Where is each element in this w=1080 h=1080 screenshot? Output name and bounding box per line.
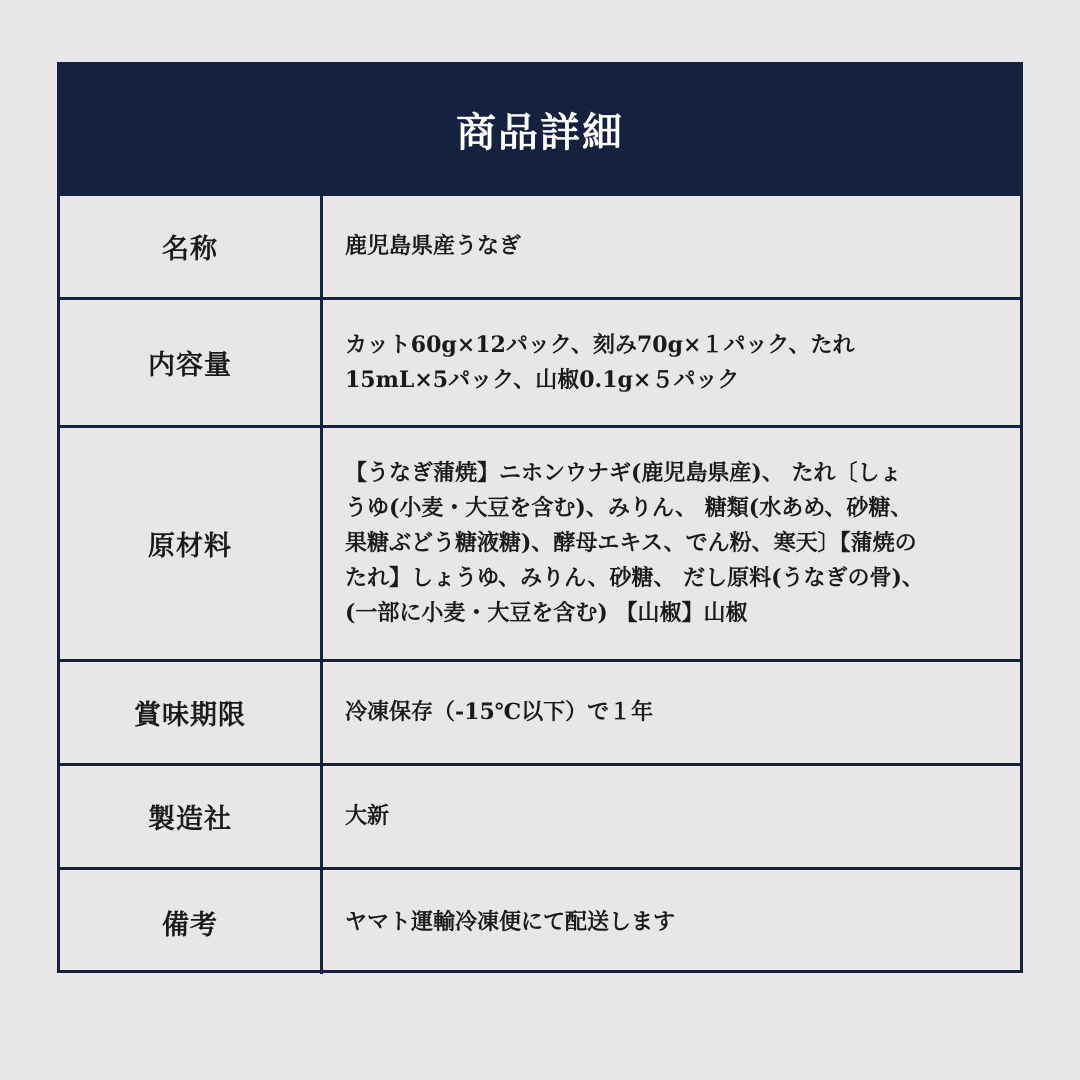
- product-details-table: [57, 62, 1023, 973]
- value-line: 冷凍保存（-15℃以下）で１年: [345, 699, 654, 725]
- row-label: 内容量: [60, 300, 323, 425]
- row-value: [323, 870, 1020, 974]
- value-line: 果糖ぶどう糖液糖)、酵母エキス、でん粉、寒天〕【蒲焼の: [345, 530, 917, 556]
- row-ingredients: [60, 428, 1020, 662]
- value-line: (一部に小麦・大豆を含む) 【山椒】山椒: [345, 600, 748, 626]
- row-value: [323, 300, 1020, 425]
- row-label: 名称: [60, 196, 323, 297]
- row-value: [323, 428, 1020, 659]
- row-manufacturer: [60, 766, 1020, 870]
- value-line: 【うなぎ蒲焼】ニホンウナギ(鹿児島県産)、 たれ〔しょ: [345, 460, 902, 486]
- page-title: 商品詳細: [456, 108, 624, 156]
- row-label: 備考: [60, 870, 323, 974]
- value-line: 15mL×5パック、山椒0.1g×５パック: [345, 366, 740, 393]
- value-line: ヤマト運輸冷凍便にて配送します: [345, 908, 676, 935]
- detail-rows: [60, 196, 1020, 974]
- value-line: たれ】しょうゆ、みりん、砂糖、 だし原料(うなぎの骨)、: [345, 565, 924, 591]
- row-value: [323, 766, 1020, 867]
- table-header: [60, 65, 1020, 196]
- row-value: [323, 196, 1020, 297]
- value-line: カット60g×12パック、刻み70g×１パック、たれ: [345, 331, 855, 358]
- row-value: [323, 662, 1020, 763]
- row-label: 製造社: [60, 766, 323, 867]
- value-line: うゆ(小麦・大豆を含む)、みりん、 糖類(水あめ、砂糖、: [345, 495, 913, 521]
- row-label: 賞味期限: [60, 662, 323, 763]
- row-label: 原材料: [60, 428, 323, 659]
- row-best-before: [60, 662, 1020, 766]
- value-line: 大新: [345, 803, 390, 829]
- row-name: [60, 196, 1020, 300]
- value-line: 鹿児島県産うなぎ: [345, 233, 522, 259]
- row-contents: [60, 300, 1020, 428]
- row-notes: [60, 870, 1020, 974]
